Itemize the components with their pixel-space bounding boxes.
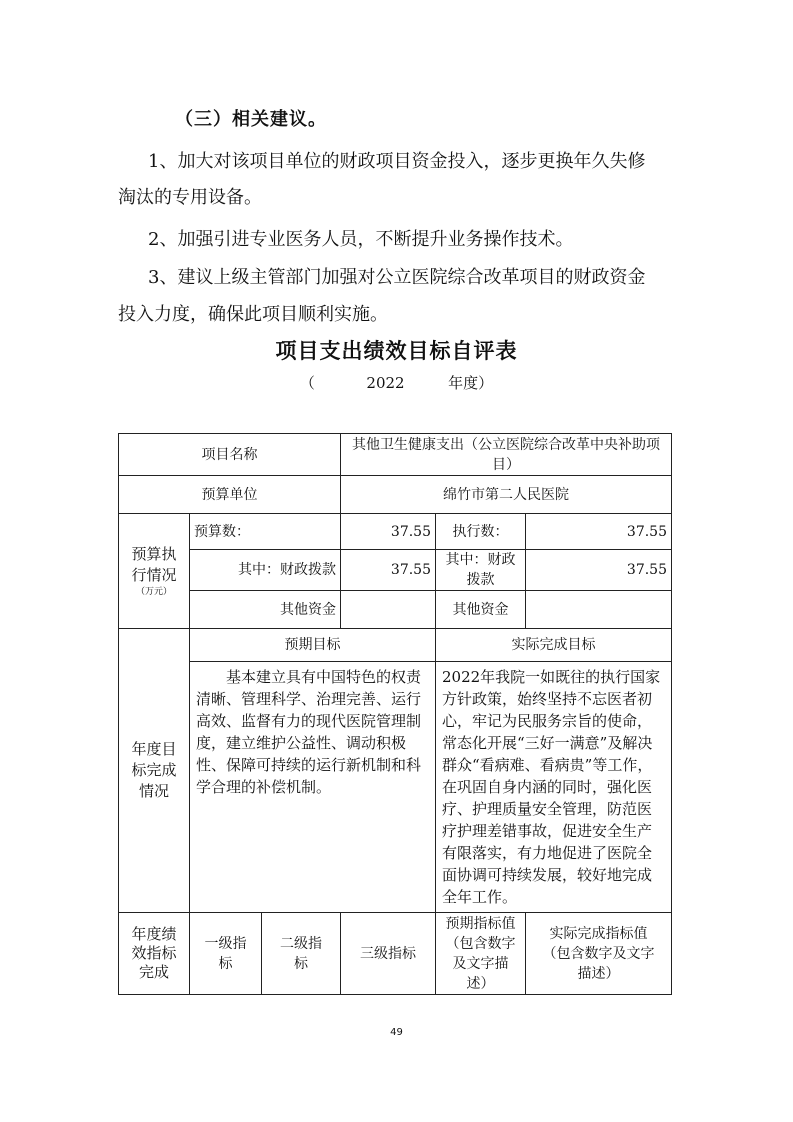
- level1-header: 一级指标: [190, 913, 262, 995]
- exec-amount-label: 执行数：: [436, 514, 526, 550]
- level2-header: 二级指标: [262, 913, 341, 995]
- suggestion-1-line1: 1、加大对该项目单位的财政项目资金投入，逐步更换年久失修: [148, 151, 646, 172]
- suggestion-2: 2、加强引进专业医务人员，不断提升业务操作技术。: [148, 229, 574, 250]
- expected-value-header: 预期指标值（包含数字及文字描述）: [436, 913, 526, 995]
- annual-goal-label: 年度目标完成情况: [119, 629, 190, 913]
- expected-goal-header: 预期目标: [190, 629, 436, 662]
- performance-table: [118, 433, 672, 995]
- budget-exec-unit: （万元）: [135, 587, 172, 597]
- budget-exec-cell: [119, 514, 190, 629]
- budget-amount-value: 37.55: [341, 514, 436, 550]
- other-funds-exec-label: 其他资金: [436, 591, 526, 629]
- other-funds-value: [341, 591, 436, 629]
- year-value: 2022: [366, 374, 405, 392]
- form-title: 项目支出绩效目标自评表: [275, 339, 518, 363]
- budget-amount-label: 预算数：: [190, 514, 341, 550]
- page-number: 49: [390, 1027, 403, 1038]
- year-open: （: [299, 374, 315, 392]
- project-name-value: 其他卫生健康支出（公立医院综合改革中央补助项目）: [341, 434, 672, 476]
- suggestion-3-line2: 投入力度，确保此项目顺利实施。: [118, 304, 388, 325]
- fiscal-value: 37.55: [341, 550, 436, 591]
- project-name-label: 项目名称: [119, 434, 341, 476]
- fiscal-exec-value: 37.55: [526, 550, 672, 591]
- suggestion-3-line1: 3、建议上级主管部门加强对公立医院综合改革项目的财政资金: [148, 267, 646, 288]
- fiscal-label: 其中：财政拨款: [190, 550, 341, 591]
- level3-header: 三级指标: [341, 913, 436, 995]
- actual-value-header: 实际完成指标值（包含数字及文字描述）: [526, 913, 672, 995]
- other-funds-label: 其他资金: [190, 591, 341, 629]
- exec-amount-value: 37.55: [526, 514, 672, 550]
- budget-unit-label: 预算单位: [119, 476, 341, 514]
- indicator-label: 年度绩效指标完成: [119, 913, 190, 995]
- budget-unit-value: 绵竹市第二人民医院: [341, 476, 672, 514]
- section-heading: （三）相关建议。: [175, 109, 327, 130]
- other-funds-exec-value: [526, 591, 672, 629]
- form-year-line: [0, 372, 793, 393]
- actual-goal-text: 2022年我院一如既往的执行国家方针政策，始终坚持不忘医者初心，牢记为民服务宗旨的使命，常态化开展“三好一满意”及解决群众“看病难、看病贵”等工作，在巩固自身内涵的同时，强化医疗、护理质量安全管理，防范医疗护理差错事故，促进安全生产有限落实，有力地促进了医院全面协调可持续发展，较好地完成全年工作。: [436, 662, 672, 913]
- actual-goal-header: 实际完成目标: [436, 629, 672, 662]
- fiscal-exec-label: 其中：财政拨款: [436, 550, 526, 591]
- budget-exec-label: 预算执行情况: [131, 545, 177, 584]
- suggestion-1-line2: 淘汰的专用设备。: [118, 187, 262, 208]
- year-close: 年度）: [448, 374, 494, 392]
- expected-goal-text: 基本建立具有中国特色的权责清晰、管理科学、治理完善、运行高效、监督有力的现代医院管理制度，建立维护公益性、调动积极性、保障可持续的运行新机制和科学合理的补偿机制。: [190, 662, 436, 913]
